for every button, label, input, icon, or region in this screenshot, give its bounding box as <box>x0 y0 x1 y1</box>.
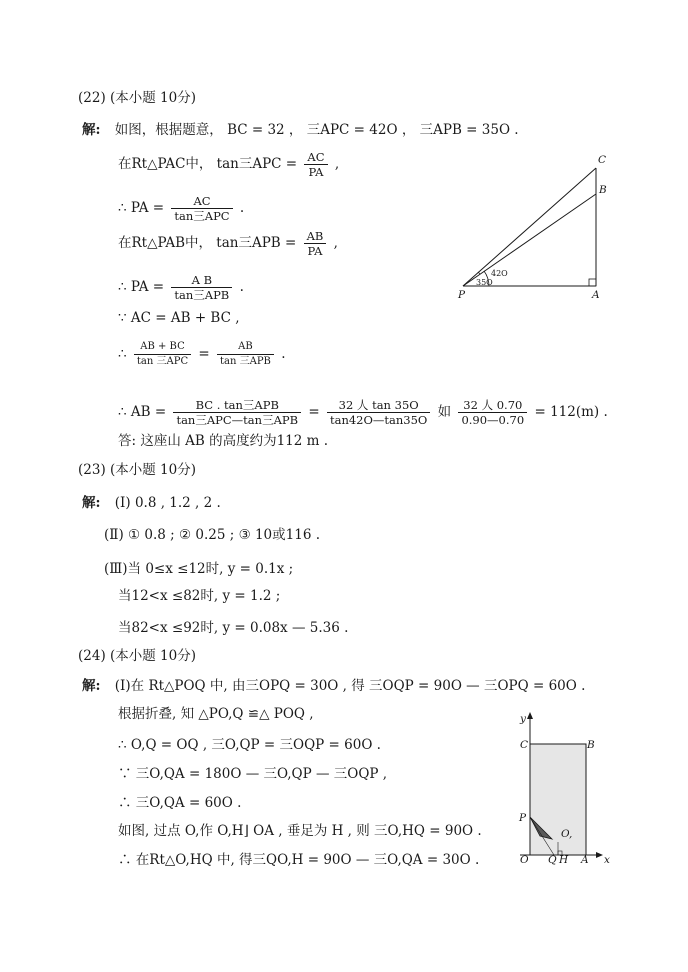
q22-step-1 <box>82 121 519 139</box>
punctuation: . <box>239 279 244 295</box>
q23-part-2: (Ⅱ) ① 0.8 ; ② 0.25 ; ③ 10或116 . <box>104 527 320 543</box>
q22-step-6: ∵ AC = AB + BC , <box>118 310 240 326</box>
result-value: = 112(m) . <box>534 404 608 420</box>
equals-sign: = <box>308 404 320 420</box>
label-c: C <box>520 739 529 751</box>
q22-step-4 <box>118 229 338 258</box>
label-y: y <box>520 713 526 725</box>
fraction-substituted: $\frac{\text{32 人 tan 35O}}{\tan 42O—\tan 35O}$ <box>327 398 430 427</box>
q24-step-2: 根据折叠, 知 △PO,Q ≌△ POQ , <box>118 706 314 722</box>
q24-step-1 <box>82 677 585 695</box>
label-x: x <box>604 854 610 866</box>
label-h: H <box>559 854 569 866</box>
solution-label: 解: <box>82 122 101 138</box>
q23-part-3c: 当82<x ≤92时, y = 0.08x — 5.36 . <box>118 620 349 636</box>
q23-header: (23) (本小题 10分) <box>78 462 197 478</box>
label-p: P <box>458 289 466 301</box>
q24-header: (24) (本小题 10分) <box>78 648 197 664</box>
label-b: B <box>599 184 607 196</box>
fraction-ac-pa: $\frac{AC}{PA}$ <box>304 150 327 179</box>
q22-header: (22) (本小题 10分) <box>78 90 197 106</box>
punctuation: , <box>333 235 338 251</box>
q22-triangle-figure <box>448 148 618 308</box>
fraction-ab-tan: $\frac{\text{A B}}{\text{tan三APB}}$ <box>171 273 232 302</box>
line-pb <box>463 194 596 286</box>
part-1-text: (Ⅰ) 0.8 , 1.2 , 2 . <box>114 495 221 511</box>
q24-step-3: ∴ O,Q = OQ , 三O,QP = 三OQP = 60O . <box>118 737 381 753</box>
label-c: C <box>598 154 607 166</box>
q22-step-3 <box>118 194 244 223</box>
q22-answer: 答: 这座山 AB 的高度约为112 m . <box>118 433 329 449</box>
punctuation: . <box>281 346 286 362</box>
q24-fold-figure <box>506 708 616 870</box>
label-b: B <box>587 739 595 751</box>
formula-prefix: 在Rt△PAC中， tan三APC = <box>118 156 298 172</box>
q22-step-5 <box>118 273 244 302</box>
q24-step-4: ∵ 三O,QA = 180O — 三O,QP — 三OQP , <box>118 766 388 782</box>
q23-part-1 <box>82 494 221 512</box>
q22-step-8 <box>118 398 608 427</box>
q23-part-3: (Ⅲ)当 0≤x ≤12时, y = 0.1x ; <box>104 561 294 577</box>
fraction-ab-pa: $\frac{AB}{PA}$ <box>304 229 327 258</box>
label-p: P <box>519 812 527 824</box>
formula-prefix: ∴ PA = <box>118 200 165 216</box>
fraction-right: $\frac{AB}{\text{tan 三APB}}$ <box>217 340 274 369</box>
label-a: A <box>581 854 589 866</box>
fraction-general: $\frac{\text{BC . tan三APB}}{\text{tan三APC—tan三APB}}$ <box>173 398 301 427</box>
fraction-numeric: $\frac{\text{32 人 0.70}}{0.90—0.70}$ <box>458 398 527 427</box>
label-o-prime: O, <box>561 828 573 840</box>
formula-prefix: ∴ PA = <box>118 279 165 295</box>
label-o: O <box>520 854 529 866</box>
q22-step-2 <box>118 150 339 179</box>
fraction-left: $\frac{AB + BC}{\text{tan 三APC}}$ <box>134 340 191 369</box>
solution-label: 解: <box>82 678 101 694</box>
solution-label: 解: <box>82 495 101 511</box>
formula-prefix: 在Rt△PAB中， tan三APB = <box>118 235 297 251</box>
formula-prefix: ∴ AB = <box>118 404 167 420</box>
equals-sign: = <box>198 346 210 362</box>
label-angle-35: 35O <box>476 278 493 287</box>
approx-sign: 如 <box>437 404 452 420</box>
right-angle-mark <box>589 279 596 286</box>
label-a: A <box>592 289 600 301</box>
given-text: 如图，根据题意， BC = 32 ， 三APC = 42O ， 三APB = 35O . <box>114 122 519 138</box>
label-angle-42: 42O <box>491 269 508 278</box>
q23-part-3b: 当12<x ≤82时, y = 1.2 ; <box>118 588 281 604</box>
rectangle-oabc <box>530 744 586 855</box>
label-q: Q <box>548 854 557 866</box>
y-axis-arrow-icon <box>527 712 533 719</box>
line-pc <box>463 168 596 286</box>
q24-step-6: 如图, 过点 O,作 O,H⌋ OA , 垂足为 H , 则 三O,HQ = 90O . <box>118 823 482 839</box>
fraction-ac-tan: $\frac{AC}{\text{tan三APC}}$ <box>171 194 232 223</box>
q24-step-7: ∴ 在Rt△O,HQ 中, 得三QO,H = 90O — 三O,QA = 30O . <box>118 852 480 868</box>
punctuation: , <box>334 156 340 172</box>
x-axis-arrow-icon <box>596 852 603 858</box>
step-1-text: (Ⅰ)在 Rt△POQ 中, 由三OPQ = 30O , 得 三OQP = 90O — 三OPQ = 60O . <box>114 678 586 694</box>
punctuation: . <box>239 200 245 216</box>
q24-step-5: ∴ 三O,QA = 60O . <box>118 795 242 811</box>
therefore-symbol: ∴ <box>118 346 127 362</box>
q22-step-7 <box>118 340 286 369</box>
